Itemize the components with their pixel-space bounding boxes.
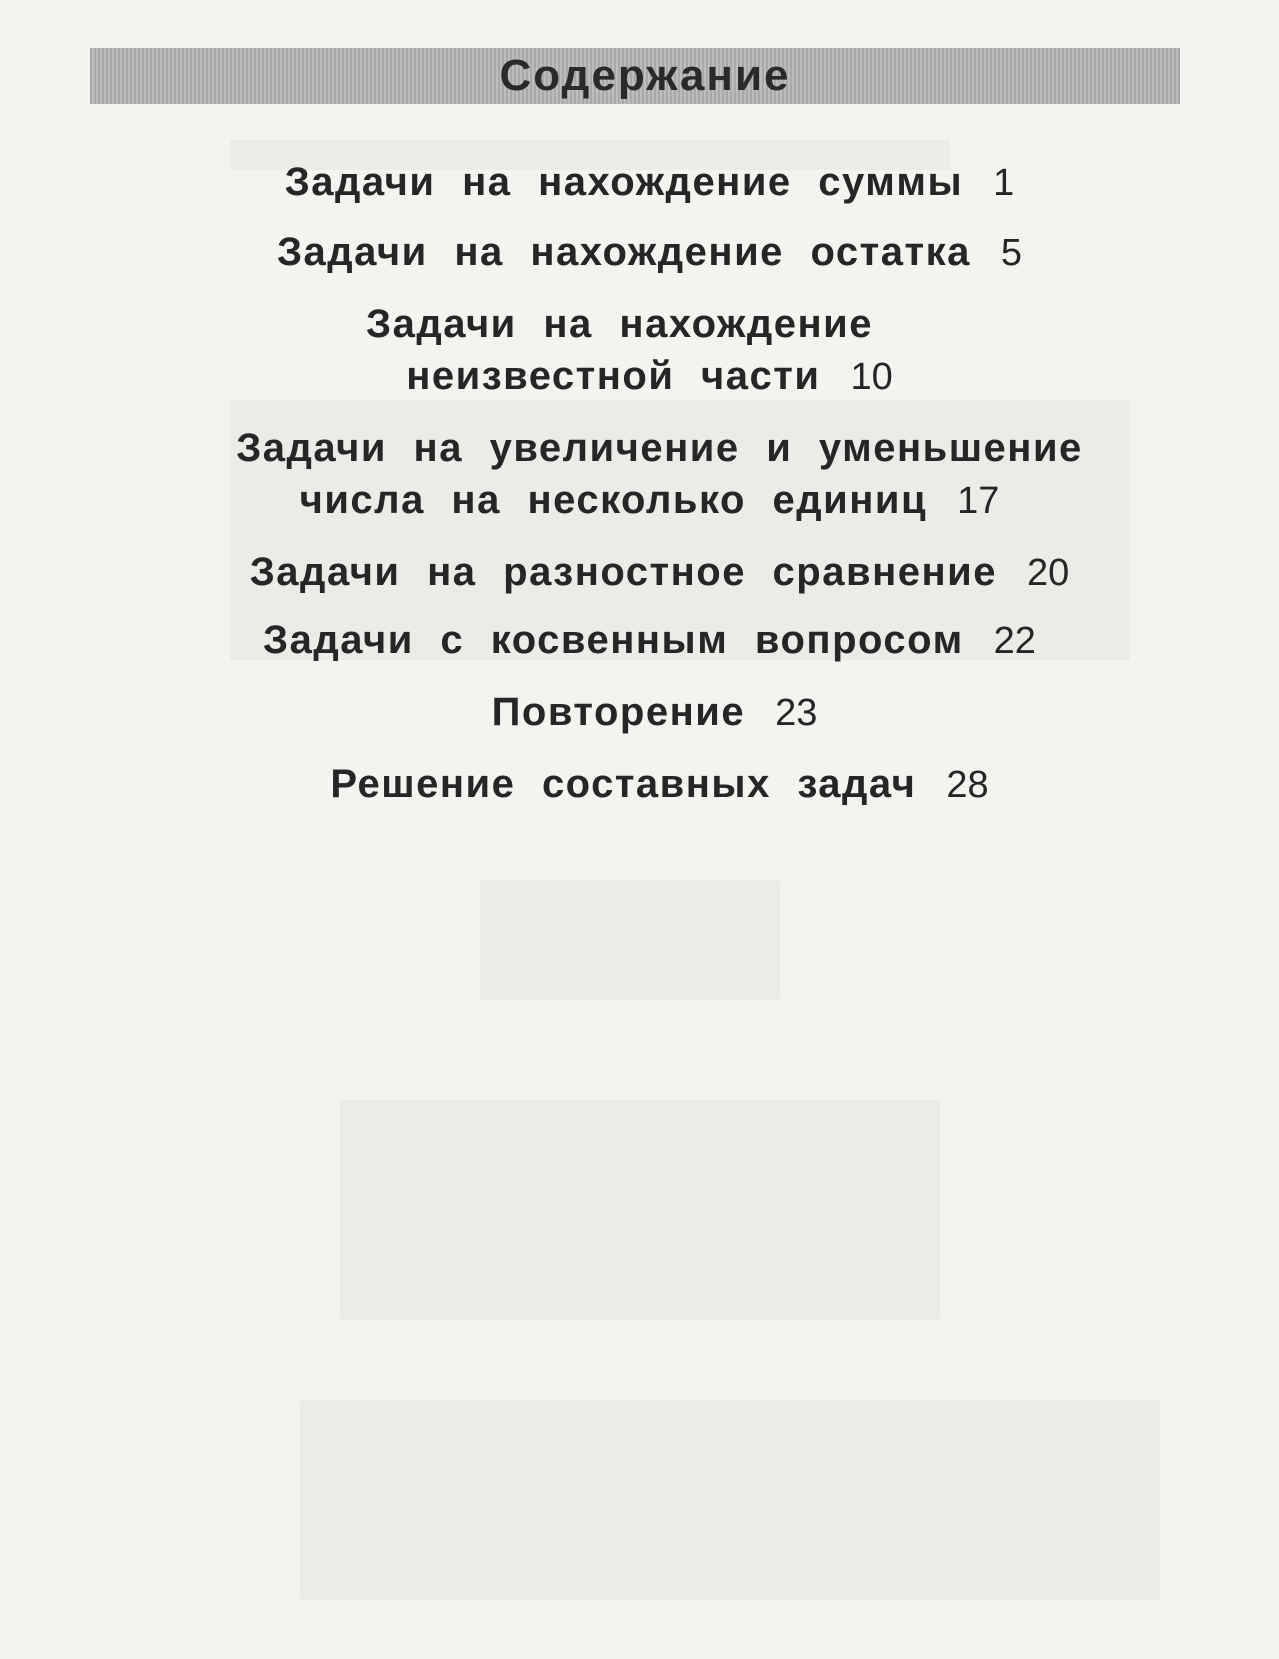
toc-entry-title: Задачи на нахождение (366, 302, 873, 346)
toc-entry-page: 23 (775, 692, 818, 734)
toc-entry-page: 28 (946, 764, 989, 806)
toc-entry-sum[interactable] (0, 158, 1279, 207)
toc-entry-title: Повторение (491, 690, 746, 734)
toc-entry-title: Задачи с косвенным вопросом (263, 618, 964, 662)
toc-entry-title: Задачи на нахождение суммы (284, 160, 964, 204)
toc-entry-page: 20 (1026, 552, 1070, 594)
toc-entry-title: числа на несколько единиц (299, 478, 928, 522)
toc-entry-increase-decrease-line1[interactable] (0, 424, 1279, 472)
contents-title: Содержание (499, 51, 791, 100)
toc-entry-difference-comparison[interactable] (0, 548, 1279, 597)
toc-entry-page: 17 (957, 480, 1000, 522)
toc-entry-title: Задачи на увеличение и уменьшение (236, 426, 1083, 470)
toc-entry-page: 5 (1000, 232, 1023, 274)
toc-entry-compound-problems[interactable] (0, 760, 1279, 809)
toc-entry-remainder[interactable] (0, 228, 1279, 277)
toc-entry-indirect-question[interactable] (0, 616, 1279, 665)
toc-entry-page: 1 (993, 162, 1015, 204)
toc-entry-title: Решение составных задач (330, 762, 917, 806)
toc-entry-page: 22 (993, 620, 1036, 662)
toc-entry-unknown-part-line2[interactable] (0, 352, 1279, 401)
toc-entry-title: Задачи на нахождение остатка (276, 230, 971, 274)
toc-entry-repetition[interactable] (0, 688, 1279, 737)
toc-entry-increase-decrease-line2[interactable] (0, 476, 1279, 525)
toc-entry-unknown-part-line1[interactable] (0, 300, 1279, 348)
toc-entry-title: Задачи на разностное сравнение (249, 550, 997, 594)
toc-entry-title: неизвестной части (406, 354, 821, 398)
toc-entry-page: 10 (850, 356, 893, 398)
